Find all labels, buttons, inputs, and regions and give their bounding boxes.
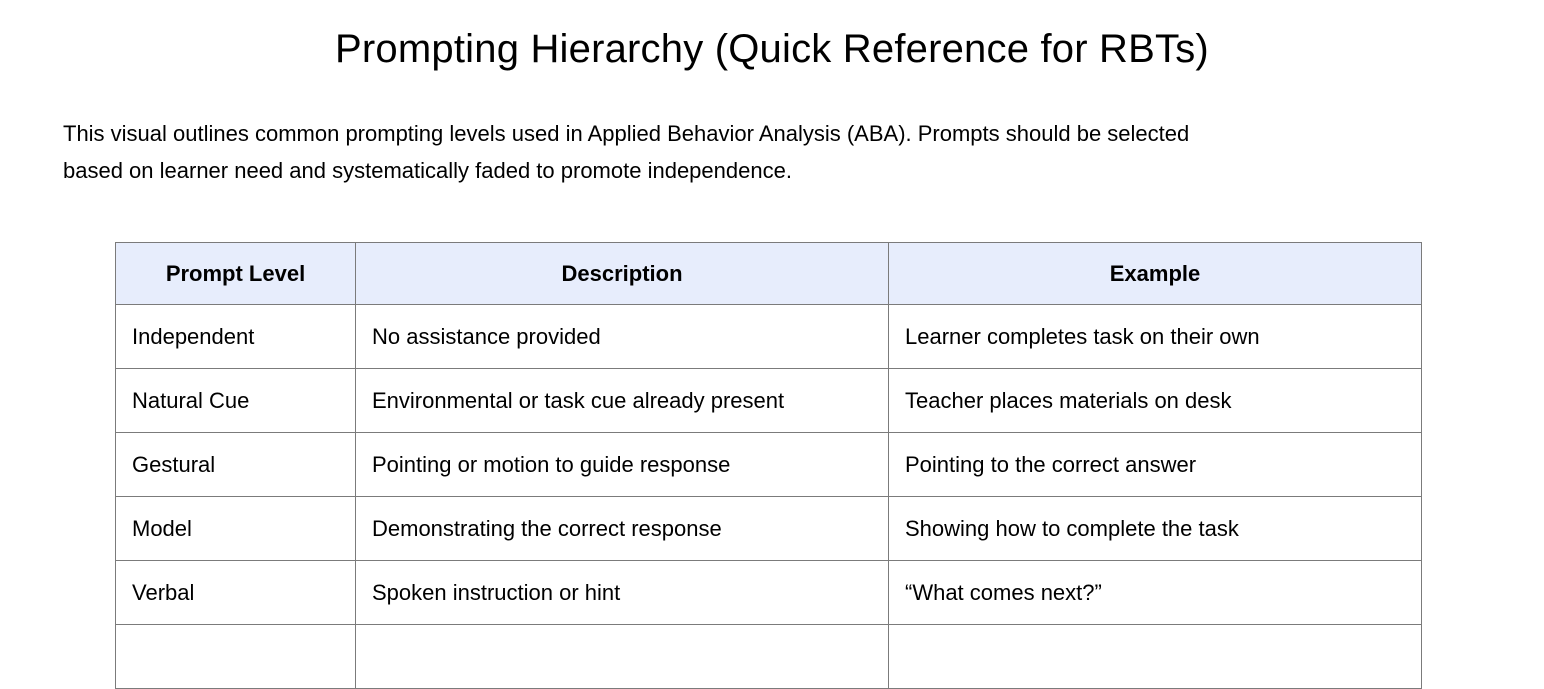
cell-example: Showing how to complete the task bbox=[889, 497, 1422, 561]
table-row-natural-cue bbox=[116, 369, 1422, 433]
cell-prompt-level: Verbal bbox=[116, 561, 356, 625]
cell-description: Pointing or motion to guide response bbox=[356, 433, 889, 497]
prompting-hierarchy-table bbox=[115, 242, 1422, 689]
intro-line-2: based on learner need and systematically faded to promote independence. bbox=[63, 158, 792, 183]
document-page bbox=[0, 25, 1544, 689]
cell-description bbox=[356, 625, 889, 689]
cell-prompt-level: Model bbox=[116, 497, 356, 561]
column-header-prompt-level: Prompt Level bbox=[116, 243, 356, 305]
intro-line-1: This visual outlines common prompting levels used in Applied Behavior Analysis (ABA). Prompts should be selected bbox=[63, 121, 1190, 146]
cell-prompt-level: Independent bbox=[116, 305, 356, 369]
header-row bbox=[116, 243, 1422, 305]
table-row-model bbox=[116, 497, 1422, 561]
cell-prompt-level: Natural Cue bbox=[116, 369, 356, 433]
column-header-description: Description bbox=[356, 243, 889, 305]
column-header-example: Example bbox=[889, 243, 1422, 305]
page-title: Prompting Hierarchy (Quick Reference for RBTs) bbox=[335, 27, 1209, 71]
cell-example: “What comes next?” bbox=[889, 561, 1422, 625]
cell-description: Demonstrating the correct response bbox=[356, 497, 889, 561]
cell-prompt-level: Gestural bbox=[116, 433, 356, 497]
cell-description: Spoken instruction or hint bbox=[356, 561, 889, 625]
cell-prompt-level bbox=[116, 625, 356, 689]
table-row-partial bbox=[116, 625, 1422, 689]
cell-example: Learner completes task on their own bbox=[889, 305, 1422, 369]
cell-description: Environmental or task cue already present bbox=[356, 369, 889, 433]
cell-example: Teacher places materials on desk bbox=[889, 369, 1422, 433]
cell-example: Pointing to the correct answer bbox=[889, 433, 1422, 497]
table-row-gestural bbox=[116, 433, 1422, 497]
table-row-verbal bbox=[116, 561, 1422, 625]
cell-example bbox=[889, 625, 1422, 689]
intro-paragraph bbox=[63, 115, 1481, 189]
cell-description: No assistance provided bbox=[356, 305, 889, 369]
table-row-independent bbox=[116, 305, 1422, 369]
